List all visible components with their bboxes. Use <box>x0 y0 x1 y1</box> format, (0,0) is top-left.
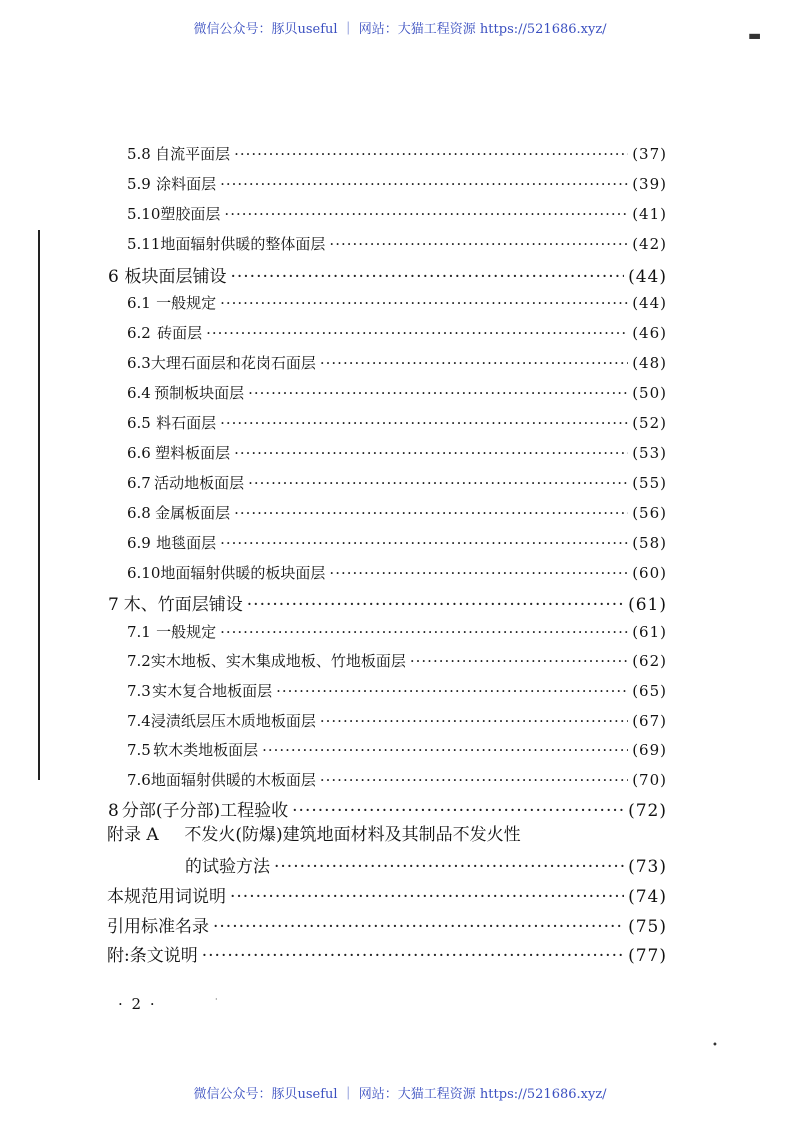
dot-leader <box>262 741 628 759</box>
toc-title: 砖面层 <box>157 324 203 342</box>
dot-leader <box>230 267 624 287</box>
toc-number: 7.5 <box>127 741 151 759</box>
toc-page: (62) <box>632 652 667 670</box>
toc-page: (77) <box>628 946 667 966</box>
toc-title: 分部(子分部)工程验收 <box>121 801 289 821</box>
toc-title: 活动地板面层 <box>154 474 245 492</box>
toc-title: 地面辐射供暖的整体面层 <box>160 235 326 253</box>
toc-entry-6-3 <box>127 352 667 373</box>
toc-entry-6-6 <box>127 442 667 463</box>
toc-entry-5-11 <box>127 233 667 254</box>
toc-entry-glossary <box>107 882 667 907</box>
toc-title: 不发火(防爆)建筑地面材料及其制品不发火性 <box>184 825 521 845</box>
dot-leader <box>320 712 628 730</box>
dot-leader <box>224 205 628 223</box>
toc-entry-appendix-a <box>107 820 521 845</box>
toc-page: (60) <box>632 564 667 582</box>
dot-leader <box>248 384 628 402</box>
dot-leader <box>206 324 628 342</box>
toc-title: 料石面层 <box>156 414 217 432</box>
toc-entry-7-3 <box>127 680 667 701</box>
toc-entry-standards <box>107 912 667 937</box>
toc-page: (44) <box>632 294 667 312</box>
toc-page: (41) <box>632 205 667 223</box>
toc-page: (73) <box>628 857 667 877</box>
toc-number: 8 <box>108 801 119 821</box>
dot-leader <box>202 946 624 966</box>
toc-number: 5.8 <box>127 145 151 163</box>
toc-title: 一般规定 <box>156 623 217 641</box>
toc-page: (53) <box>632 444 667 462</box>
toc-number: 6.2 <box>127 324 151 342</box>
toc-title: 地毯面层 <box>156 534 217 552</box>
toc-title: 实木复合地板面层 <box>152 682 273 700</box>
toc-number: 7.1 <box>127 623 151 641</box>
dot-leader <box>234 444 628 462</box>
dot-leader <box>329 235 628 253</box>
toc-title: 预制板块面层 <box>154 384 245 402</box>
toc-title: 塑胶面层 <box>160 205 221 223</box>
toc-title: 浸渍纸层压木质地板面层 <box>150 712 316 730</box>
watermark-bottom: 微信公众号：豚贝useful ｜ 网站：大猫工程资源 https://521686.xyz/ <box>193 1087 607 1102</box>
toc-number: 6.7 <box>127 474 151 492</box>
toc-entry-7 <box>108 590 667 615</box>
toc-entry-explanation <box>107 941 667 966</box>
toc-entry-6 <box>108 262 667 287</box>
toc-number: 5.11 <box>127 235 161 253</box>
dot-leader <box>320 771 628 789</box>
dot-leader <box>410 652 628 670</box>
dot-leader <box>247 595 624 615</box>
toc-page: (69) <box>632 741 667 759</box>
toc-number: 6.8 <box>127 504 151 522</box>
toc-title: 软木类地板面层 <box>153 741 259 759</box>
toc-page: (58) <box>632 534 667 552</box>
toc-page: (52) <box>632 414 667 432</box>
dot-leader <box>220 623 628 641</box>
toc-entry-8 <box>108 796 667 821</box>
toc-entry-7-1 <box>127 621 667 642</box>
toc-number: 6.4 <box>127 384 151 402</box>
toc-title: 本规范用词说明 <box>107 887 226 907</box>
toc-page: (46) <box>632 324 667 342</box>
toc-title: 引用标准名录 <box>107 917 209 937</box>
toc-title: 金属板面层 <box>155 504 231 522</box>
dot-leader <box>320 354 628 372</box>
toc-page: (75) <box>628 917 667 937</box>
toc-entry-6-8 <box>127 502 667 523</box>
dot-leader <box>234 145 628 163</box>
toc-page: (42) <box>632 235 667 253</box>
scan-speck: • <box>712 1040 718 1051</box>
toc-title: 塑料板面层 <box>155 444 231 462</box>
toc-page: (61) <box>632 623 667 641</box>
dot-leader <box>248 474 628 492</box>
dot-leader <box>292 801 624 821</box>
toc-page: (70) <box>632 771 667 789</box>
dot-leader <box>276 682 628 700</box>
toc-number: 附录 A <box>107 825 159 845</box>
dot-leader <box>234 504 628 522</box>
toc-entry-5-10 <box>127 203 667 224</box>
toc-page: (74) <box>628 887 667 907</box>
dot-leader <box>220 175 628 193</box>
toc-entry-6-4 <box>127 382 667 403</box>
scan-speck: ▬ <box>748 28 762 44</box>
toc-number: 7.6 <box>127 771 151 789</box>
toc-page: (72) <box>628 801 667 821</box>
toc-number: 6.1 <box>127 294 151 312</box>
toc-entry-5-9 <box>127 173 667 194</box>
toc-page: (56) <box>632 504 667 522</box>
dot-leader <box>220 534 628 552</box>
toc-entry-7-2 <box>127 650 667 671</box>
toc-number: 6.6 <box>127 444 151 462</box>
dot-leader <box>329 564 628 582</box>
toc-entry-5-8 <box>127 143 667 164</box>
toc-entry-7-4 <box>127 710 667 731</box>
toc-title: 木、竹面层铺设 <box>123 595 243 615</box>
scan-speck: · <box>215 995 218 1004</box>
toc-page: (65) <box>632 682 667 700</box>
toc-page: (67) <box>632 712 667 730</box>
toc-entry-6-1 <box>127 292 667 313</box>
toc-entry-appendix-a-cont <box>185 852 667 877</box>
toc-number: 6 <box>108 267 119 287</box>
dot-leader <box>274 857 624 877</box>
toc-entry-7-6 <box>127 769 667 790</box>
toc-entry-7-5 <box>127 739 667 760</box>
toc-title: 大理石面层和花岗石面层 <box>150 354 316 372</box>
dot-leader <box>230 887 624 907</box>
toc-title: 地面辐射供暖的板块面层 <box>160 564 326 582</box>
dot-leader <box>220 294 628 312</box>
toc-entry-6-7 <box>127 472 667 493</box>
toc-entry-6-10 <box>127 562 667 583</box>
toc-number: 6.5 <box>127 414 151 432</box>
toc-title: 实木地板、实木集成地板、竹地板面层 <box>150 652 406 670</box>
toc-page: (48) <box>632 354 667 372</box>
toc-title: 地面辐射供暖的木板面层 <box>150 771 316 789</box>
toc-number: 7.3 <box>127 682 151 700</box>
toc-number: 7 <box>108 595 119 615</box>
toc-title: 涂料面层 <box>156 175 217 193</box>
toc-number: 7.4 <box>127 712 151 730</box>
toc-title: 板块面层铺设 <box>124 267 227 287</box>
watermark-top: 微信公众号：豚贝useful ｜ 网站：大猫工程资源 https://521686.xyz/ <box>193 22 607 37</box>
toc-number: 6.10 <box>127 564 161 582</box>
toc-title: 附:条文说明 <box>107 946 198 966</box>
page-number: · 2 · <box>118 995 157 1013</box>
toc-number: 6.3 <box>127 354 151 372</box>
toc-number: 7.2 <box>127 652 151 670</box>
toc-page: (55) <box>632 474 667 492</box>
dot-leader <box>213 917 624 937</box>
toc-page: (39) <box>632 175 667 193</box>
toc-entry-6-2 <box>127 322 667 343</box>
dot-leader <box>220 414 628 432</box>
toc-page: (37) <box>632 145 667 163</box>
toc-page: (61) <box>628 595 667 615</box>
toc-number: 5.10 <box>127 205 161 223</box>
toc-page: (50) <box>632 384 667 402</box>
toc-entry-6-5 <box>127 412 667 433</box>
toc-number: 5.9 <box>127 175 151 193</box>
toc-page: (44) <box>628 267 667 287</box>
toc-title-cont: 的试验方法 <box>185 857 270 877</box>
toc-title: 一般规定 <box>156 294 217 312</box>
toc-title: 自流平面层 <box>155 145 231 163</box>
toc-entry-6-9 <box>127 532 667 553</box>
toc-number: 6.9 <box>127 534 151 552</box>
